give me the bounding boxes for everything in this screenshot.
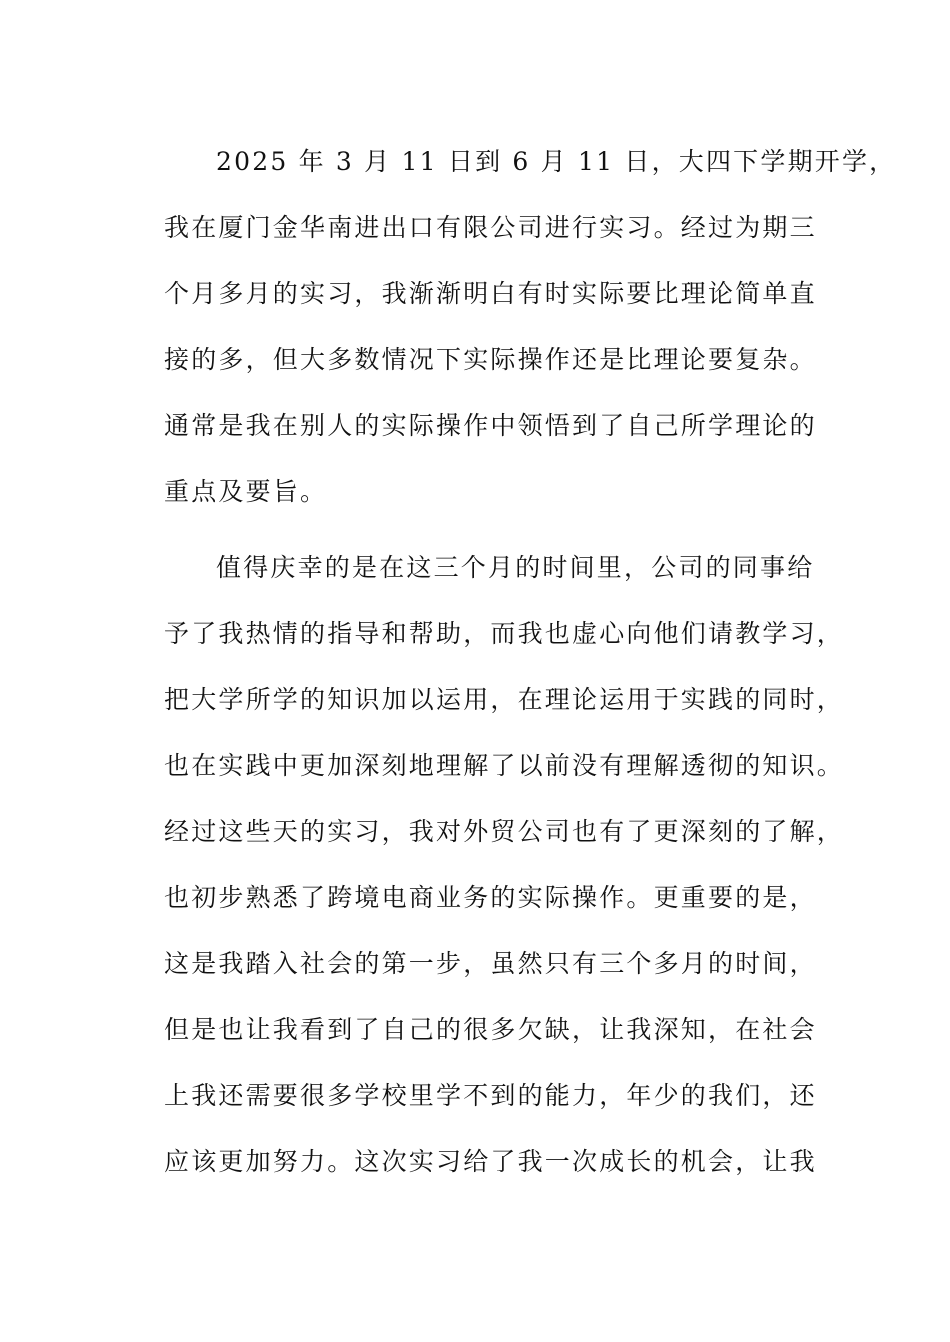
- paragraph-1-line-1: 2025 年 3 月 11 日到 6 月 11 日，大四下学期开学，: [216, 147, 897, 176]
- paragraph-2-line-6: 也初步熟悉了跨境电商业务的实际操作。更重要的是，: [164, 883, 817, 912]
- paragraph-2-line-1: 值得庆幸的是在这三个月的时间里，公司的同事给: [216, 553, 815, 582]
- paragraph-2-line-7: 这是我踏入社会的第一步，虽然只有三个多月的时间，: [164, 949, 817, 978]
- paragraph-1-line-4: 接的多，但大多数情况下实际操作还是比理论要复杂。: [164, 345, 817, 374]
- paragraph-2-line-8: 但是也让我看到了自己的很多欠缺，让我深知，在社会: [164, 1015, 817, 1044]
- paragraph-2-line-3: 把大学所学的知识加以运用，在理论运用于实践的同时，: [164, 685, 845, 714]
- paragraph-2-line-10: 应该更加努力。这次实习给了我一次成长的机会，让我: [164, 1147, 817, 1176]
- paragraph-1-line-3: 个月多月的实习，我渐渐明白有时实际要比理论简单直: [164, 279, 817, 308]
- paragraph-1-line-2: 我在厦门金华南进出口有限公司进行实习。经过为期三: [164, 213, 817, 242]
- paragraph-2-line-4: 也在实践中更加深刻地理解了以前没有理解透彻的知识。: [164, 751, 845, 780]
- paragraph-2-line-9: 上我还需要很多学校里学不到的能力，年少的我们，还: [164, 1081, 817, 1110]
- paragraph-1-line-5: 通常是我在别人的实际操作中领悟到了自己所学理论的: [164, 411, 817, 440]
- paragraph-1-line-6: 重点及要旨。: [164, 477, 328, 506]
- paragraph-2-line-5: 经过这些天的实习，我对外贸公司也有了更深刻的了解，: [164, 817, 845, 846]
- paragraph-2-line-2: 予了我热情的指导和帮助，而我也虚心向他们请教学习，: [164, 619, 845, 648]
